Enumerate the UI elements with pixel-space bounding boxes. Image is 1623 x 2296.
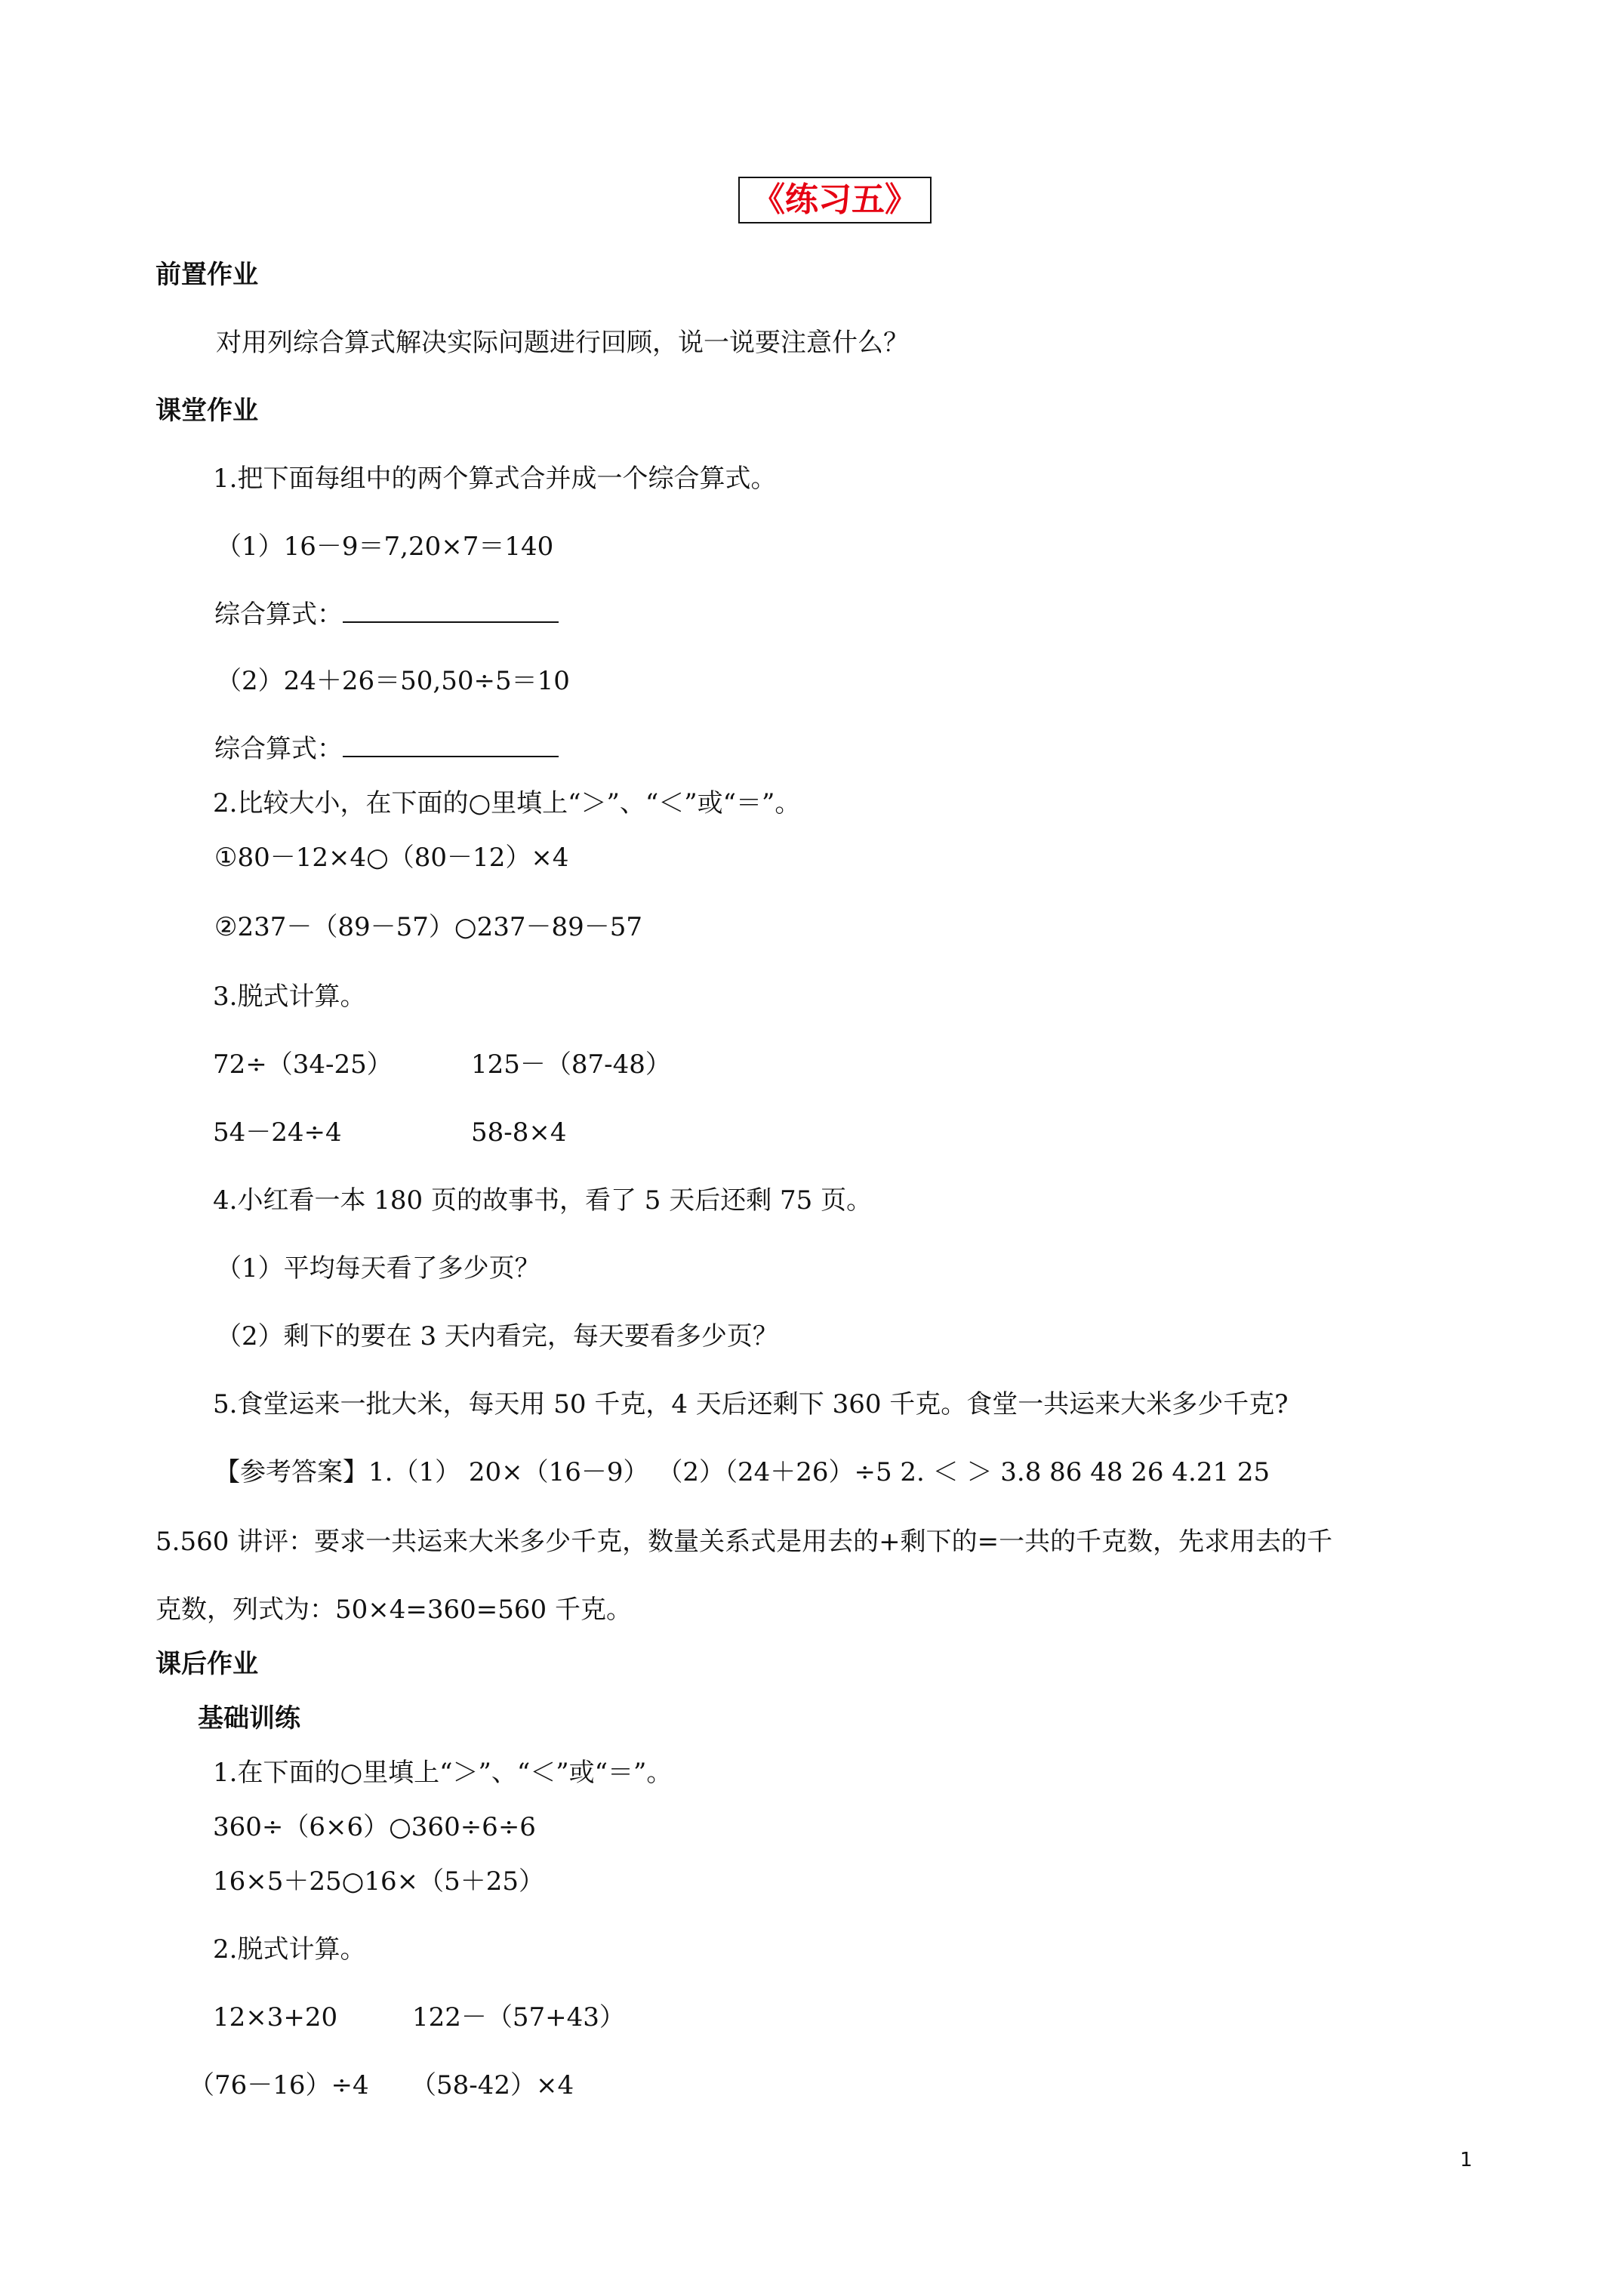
class-q5-stem: 5.食堂运来一批大米，每天用 50 千克，4 天后还剩下 360 千克。食堂一共运来大米多少千克?	[213, 1389, 1289, 1419]
class-q2-stem: 2.比较大小，在下面的○里填上“＞”、“＜”或“＝”。	[213, 788, 801, 818]
after-q1-item1: 360÷（6×6）○360÷6÷6	[213, 1812, 536, 1842]
answer-blank	[343, 599, 559, 623]
title-box	[738, 177, 932, 223]
combined-formula-label: 综合算式：	[214, 599, 343, 630]
page-title: 《练习五》	[752, 180, 918, 219]
reference-answer-line-3: 克数，列式为：50×4=360=560 千克。	[156, 1595, 632, 1625]
reference-answer-line-1: 【参考答案】1.（1） 20×（16－9） （2）（24＋26）÷5 2. ＜ ＞ 3.8 86 48 26 4.21 25	[214, 1457, 1270, 1487]
class-q2-item2: ②237－（89－57）○237－89－57	[214, 912, 642, 942]
class-q4-sub1: （1）平均每天看了多少页？	[216, 1253, 540, 1284]
after-q2-expr-d: （58-42）×4	[411, 2070, 574, 2100]
after-q2-expr-c: （76－16）÷4	[189, 2070, 369, 2100]
class-q1-part1: （1）16－9＝7,20×7＝140	[216, 532, 554, 562]
page-number: 1	[1460, 2149, 1473, 2171]
class-q1-answer-line-1	[214, 598, 559, 631]
after-q2-stem: 2.脱式计算。	[213, 1934, 366, 1965]
pre-homework-heading: 前置作业	[156, 260, 258, 290]
answer-blank	[343, 733, 559, 757]
class-q1-answer-line-2	[214, 732, 559, 766]
class-q2-item1: ①80－12×4○（80－12）×4	[214, 843, 569, 873]
class-q1-part2: （2）24＋26＝50,50÷5＝10	[216, 666, 570, 696]
class-q3-expr-c: 54－24÷4	[213, 1117, 342, 1148]
pre-homework-text: 对用列综合算式解决实际问题进行回顾，说一说要注意什么？	[216, 328, 909, 358]
class-q1-stem: 1.把下面每组中的两个算式合并成一个综合算式。	[213, 464, 777, 494]
class-q3-expr-a: 72÷（34-25）	[213, 1049, 393, 1080]
class-homework-heading: 课堂作业	[156, 396, 258, 426]
after-q1-item2: 16×5＋25○16×（5＋25）	[213, 1866, 544, 1897]
class-q4-sub2: （2）剩下的要在 3 天内看完，每天要看多少页？	[216, 1321, 778, 1351]
after-q1-stem: 1.在下面的○里填上“＞”、“＜”或“＝”。	[213, 1758, 673, 1788]
reference-answer-line-2: 5.560 讲评：要求一共运来大米多少千克，数量关系式是用去的+剩下的=一共的千克数，先求用去的千	[156, 1527, 1333, 1557]
class-q3-expr-d: 58-8×4	[471, 1117, 567, 1148]
combined-formula-label: 综合算式：	[214, 734, 343, 764]
basic-training-heading: 基础训练	[198, 1703, 300, 1734]
class-q3-stem: 3.脱式计算。	[213, 982, 366, 1012]
after-q2-expr-a: 12×3+20	[213, 2002, 338, 2032]
class-q3-expr-b: 125－（87-48）	[471, 1049, 671, 1080]
after-homework-heading: 课后作业	[156, 1649, 258, 1679]
after-q2-expr-b: 122－（57+43）	[412, 2002, 625, 2032]
class-q4-stem: 4.小红看一本 180 页的故事书，看了 5 天后还剩 75 页。	[213, 1185, 873, 1216]
